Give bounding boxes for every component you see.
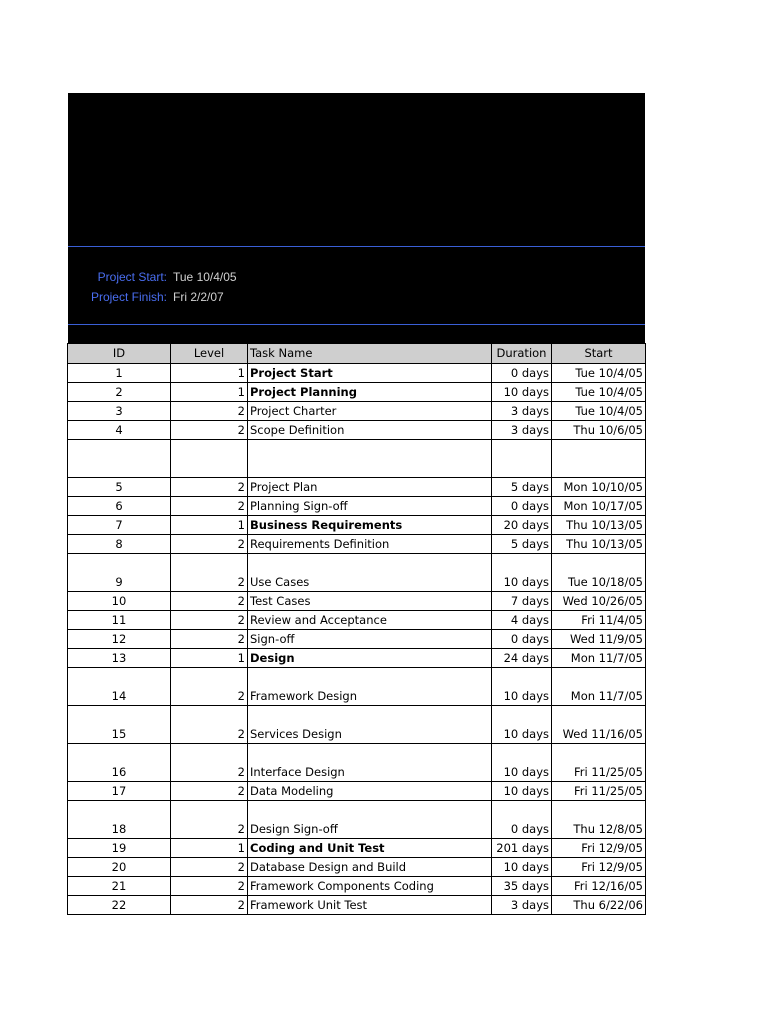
cell-id: 21	[68, 877, 171, 896]
cell-duration: 0 days	[492, 801, 552, 839]
cell-duration: 7 days	[492, 592, 552, 611]
table-row	[68, 858, 646, 877]
cell-level: 1	[171, 383, 248, 402]
cell-task-name: Project Start	[248, 364, 492, 383]
cell-start: Fri 12/9/05	[552, 858, 646, 877]
cell-duration: 24 days	[492, 649, 552, 668]
cell-start: Thu 10/13/05	[552, 516, 646, 535]
cell-level: 2	[171, 497, 248, 516]
cell-duration: 10 days	[492, 554, 552, 592]
banner-divider-top	[68, 246, 645, 247]
table-row	[68, 896, 646, 915]
table-row	[68, 706, 646, 744]
project-finish-value: Fri 2/2/07	[173, 290, 224, 304]
table-row	[68, 497, 646, 516]
column-header-task-name: Task Name	[248, 344, 492, 364]
cell-task-name: Business Requirements	[248, 516, 492, 535]
cell-id: 2	[68, 383, 171, 402]
cell-id: 18	[68, 801, 171, 839]
cell-level	[171, 440, 248, 478]
table-row	[68, 535, 646, 554]
task-table-body	[68, 364, 646, 915]
cell-duration: 10 days	[492, 706, 552, 744]
cell-id: 12	[68, 630, 171, 649]
cell-start: Tue 10/18/05	[552, 554, 646, 592]
banner-divider-bottom	[68, 324, 645, 325]
cell-task-name: Scope Definition	[248, 421, 492, 440]
table-header-row	[68, 344, 646, 364]
cell-level: 2	[171, 478, 248, 497]
project-start-label: Project Start:	[97, 270, 167, 284]
table-row	[68, 801, 646, 839]
cell-level: 1	[171, 649, 248, 668]
cell-start: Fri 11/25/05	[552, 744, 646, 782]
cell-id: 22	[68, 896, 171, 915]
cell-duration: 5 days	[492, 535, 552, 554]
table-row	[68, 421, 646, 440]
table-row	[68, 440, 646, 478]
cell-duration: 10 days	[492, 744, 552, 782]
cell-duration: 3 days	[492, 896, 552, 915]
cell-start: Wed 10/26/05	[552, 592, 646, 611]
table-row	[68, 782, 646, 801]
cell-id: 11	[68, 611, 171, 630]
cell-id: 20	[68, 858, 171, 877]
cell-level: 2	[171, 630, 248, 649]
cell-start: Thu 10/6/05	[552, 421, 646, 440]
cell-task-name: Test Cases	[248, 592, 492, 611]
cell-id: 16	[68, 744, 171, 782]
column-header-duration: Duration	[492, 344, 552, 364]
table-row	[68, 364, 646, 383]
cell-id: 1	[68, 364, 171, 383]
cell-task-name: Requirements Definition	[248, 535, 492, 554]
cell-id	[68, 440, 171, 478]
table-row	[68, 592, 646, 611]
cell-id: 10	[68, 592, 171, 611]
cell-id: 14	[68, 668, 171, 706]
cell-duration: 35 days	[492, 877, 552, 896]
cell-level: 1	[171, 364, 248, 383]
cell-start: Mon 11/7/05	[552, 649, 646, 668]
cell-level: 2	[171, 706, 248, 744]
cell-level: 2	[171, 592, 248, 611]
project-finish-label: Project Finish:	[90, 290, 167, 304]
cell-start: Tue 10/4/05	[552, 364, 646, 383]
cell-id: 3	[68, 402, 171, 421]
cell-level: 2	[171, 421, 248, 440]
header-banner	[68, 93, 645, 343]
cell-start: Tue 10/4/05	[552, 383, 646, 402]
cell-duration	[492, 440, 552, 478]
cell-id: 5	[68, 478, 171, 497]
table-row	[68, 839, 646, 858]
cell-level: 2	[171, 877, 248, 896]
table-row	[68, 554, 646, 592]
cell-duration: 10 days	[492, 858, 552, 877]
cell-start: Thu 10/13/05	[552, 535, 646, 554]
cell-task-name: Project Planning	[248, 383, 492, 402]
cell-duration: 5 days	[492, 478, 552, 497]
cell-duration: 0 days	[492, 497, 552, 516]
cell-level: 2	[171, 611, 248, 630]
cell-start: Mon 10/10/05	[552, 478, 646, 497]
project-start-value: Tue 10/4/05	[173, 270, 237, 284]
table-row	[68, 877, 646, 896]
cell-level: 2	[171, 744, 248, 782]
cell-task-name: Framework Design	[248, 668, 492, 706]
cell-id: 19	[68, 839, 171, 858]
cell-level: 2	[171, 402, 248, 421]
cell-level: 1	[171, 516, 248, 535]
cell-start: Mon 11/7/05	[552, 668, 646, 706]
cell-id: 6	[68, 497, 171, 516]
cell-id: 8	[68, 535, 171, 554]
cell-start: Fri 12/9/05	[552, 839, 646, 858]
cell-duration: 0 days	[492, 630, 552, 649]
cell-id: 9	[68, 554, 171, 592]
cell-task-name: Project Plan	[248, 478, 492, 497]
cell-task-name: Framework Unit Test	[248, 896, 492, 915]
cell-duration: 10 days	[492, 782, 552, 801]
table-row	[68, 630, 646, 649]
cell-start: Mon 10/17/05	[552, 497, 646, 516]
column-header-start: Start	[552, 344, 646, 364]
table-row	[68, 744, 646, 782]
cell-task-name: Project Charter	[248, 402, 492, 421]
project-finish-row	[68, 288, 645, 306]
table-row	[68, 383, 646, 402]
cell-task-name: Framework Components Coding	[248, 877, 492, 896]
table-row	[68, 611, 646, 630]
cell-start: Fri 11/25/05	[552, 782, 646, 801]
cell-id: 15	[68, 706, 171, 744]
cell-id: 13	[68, 649, 171, 668]
cell-level: 2	[171, 896, 248, 915]
table-row	[68, 478, 646, 497]
cell-start: Fri 11/4/05	[552, 611, 646, 630]
cell-duration: 4 days	[492, 611, 552, 630]
cell-level: 2	[171, 801, 248, 839]
cell-task-name: Review and Acceptance	[248, 611, 492, 630]
cell-start: Wed 11/9/05	[552, 630, 646, 649]
cell-task-name: Coding and Unit Test	[248, 839, 492, 858]
cell-task-name: Services Design	[248, 706, 492, 744]
cell-duration: 3 days	[492, 421, 552, 440]
cell-duration: 20 days	[492, 516, 552, 535]
cell-duration: 10 days	[492, 383, 552, 402]
cell-start: Tue 10/4/05	[552, 402, 646, 421]
cell-task-name	[248, 440, 492, 478]
cell-level: 2	[171, 535, 248, 554]
cell-level: 2	[171, 554, 248, 592]
project-start-row	[68, 268, 645, 286]
cell-duration: 10 days	[492, 668, 552, 706]
column-header-level: Level	[171, 344, 248, 364]
cell-start: Fri 12/16/05	[552, 877, 646, 896]
table-row	[68, 649, 646, 668]
cell-task-name: Interface Design	[248, 744, 492, 782]
task-table	[67, 343, 646, 915]
table-row	[68, 668, 646, 706]
cell-task-name: Design Sign-off	[248, 801, 492, 839]
cell-task-name: Database Design and Build	[248, 858, 492, 877]
cell-task-name: Sign-off	[248, 630, 492, 649]
column-header-id: ID	[68, 344, 171, 364]
table-row	[68, 402, 646, 421]
cell-start	[552, 440, 646, 478]
cell-level: 2	[171, 858, 248, 877]
cell-duration: 3 days	[492, 402, 552, 421]
cell-level: 2	[171, 668, 248, 706]
cell-task-name: Use Cases	[248, 554, 492, 592]
cell-duration: 201 days	[492, 839, 552, 858]
cell-task-name: Planning Sign-off	[248, 497, 492, 516]
cell-start: Wed 11/16/05	[552, 706, 646, 744]
cell-level: 1	[171, 839, 248, 858]
table-row	[68, 516, 646, 535]
cell-task-name: Design	[248, 649, 492, 668]
cell-id: 4	[68, 421, 171, 440]
cell-duration: 0 days	[492, 364, 552, 383]
cell-task-name: Data Modeling	[248, 782, 492, 801]
cell-level: 2	[171, 782, 248, 801]
cell-id: 17	[68, 782, 171, 801]
cell-id: 7	[68, 516, 171, 535]
cell-start: Thu 6/22/06	[552, 896, 646, 915]
cell-start: Thu 12/8/05	[552, 801, 646, 839]
